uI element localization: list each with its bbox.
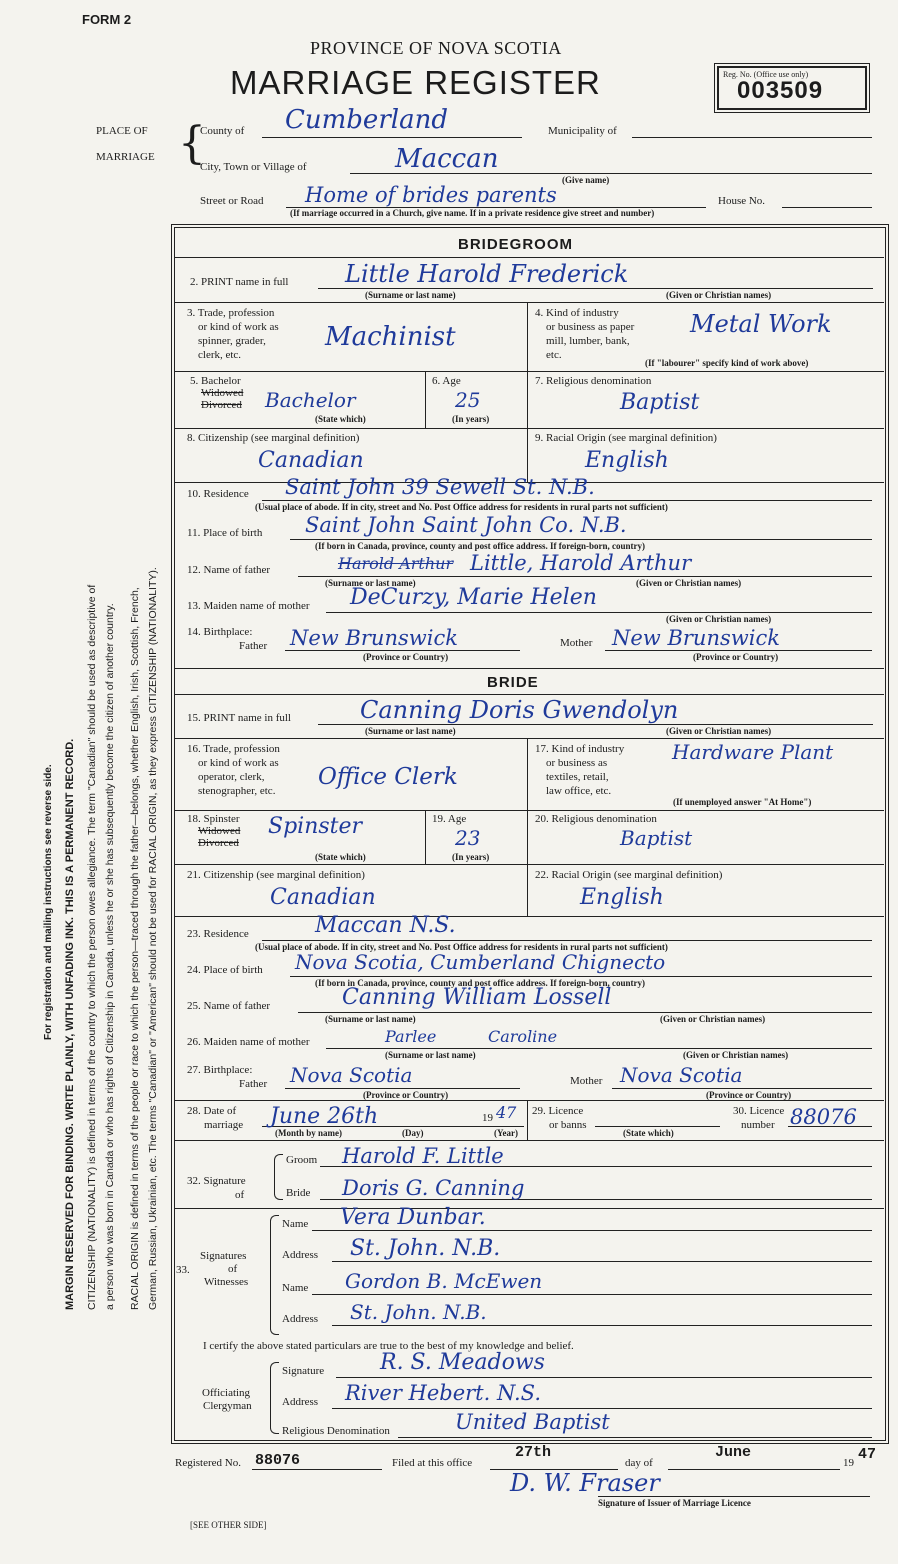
sig-bracket (274, 1154, 283, 1200)
birth-hint: (If born in Canada, province, county and post office address. If foreign-born, country) (315, 541, 646, 551)
bride-birth-hint: (If born in Canada, province, county and post office address. If foreign-born, country) (315, 978, 646, 988)
form-number: FORM 2 (82, 12, 132, 27)
w1-name-label: Name (282, 1218, 309, 1230)
witness-2-address: St. John. N.B. (350, 1300, 487, 1324)
groom-status: Bachelor (265, 388, 356, 412)
witness-2-name: Gordon B. McEwen (345, 1269, 543, 1293)
bride-birthplace: Nova Scotia, Cumberland Chignecto (295, 950, 666, 974)
margin-line-4: a person who was born in Canada or who has rights of Citizenship in Canada, unless he or she has subsequently become the citizen of another country. (104, 603, 116, 1310)
registered-no: 88076 (255, 1452, 301, 1469)
bride-trade: Office Clerk (318, 764, 458, 790)
licence-state-hint: (State which) (623, 1128, 674, 1138)
w2-name-label: Name (282, 1282, 309, 1294)
margin-line-1: For registration and mailing instructions see reverse side. (43, 764, 54, 1040)
f22-label: 22. Racial Origin (see marginal definition) (535, 869, 723, 881)
bride-surname-hint: (Surname or last name) (365, 726, 456, 736)
registered-label: Registered No. (175, 1457, 241, 1469)
clergy-denomination: United Baptist (455, 1410, 610, 1434)
f25-label: 25. Name of father (187, 1000, 271, 1012)
issuer-label: Signature of Issuer of Marriage Licence (598, 1498, 751, 1508)
bride-citizenship: Canadian (270, 885, 376, 910)
groom-given-hint: (Given or Christian names) (666, 290, 772, 300)
province-title: PROVINCE OF NOVA SCOTIA (310, 38, 562, 58)
municipality-label: Municipality of (548, 125, 617, 137)
groom-birthplace: Saint John Saint John Co. N.B. (305, 513, 627, 537)
clergy-address: River Hebert. N.S. (345, 1381, 541, 1405)
day-of-label: day of (625, 1457, 653, 1469)
f26-label: 26. Maiden name of mother (187, 1036, 310, 1048)
mother-province-hint: (Province or Country) (693, 652, 779, 662)
bride-sig-label: Bride (286, 1187, 311, 1199)
f3-label: 3. Trade, profession or kind of work as spinner, grader, clerk, etc. (187, 307, 279, 361)
f15-label: 15. PRINT name in full (187, 712, 291, 724)
groom-father: Little, Harold Arthur (470, 551, 692, 575)
f10-label: 10. Residence (187, 488, 249, 500)
clergy-bracket (270, 1362, 279, 1434)
f30-label: 30. Licence number (733, 1105, 785, 1131)
groom-residence: Saint John 39 Sewell St. N.B. (285, 475, 595, 499)
bride-state-hint: (State which) (315, 852, 366, 862)
f8-label: 8. Citizenship (see marginal definition) (187, 432, 360, 444)
place-label-2: MARRIAGE (96, 151, 155, 163)
margin-line-2: MARGIN RESERVED FOR BINDING. WRITE PLAINLY, WITH UNFADING INK. THIS IS A PERMANENT RECORD. (64, 738, 76, 1310)
groom-industry: Metal Work (690, 310, 832, 338)
place-brace: { (178, 118, 206, 169)
street-label: Street or Road (200, 195, 264, 207)
w2-address-label: Address (282, 1313, 319, 1325)
bride-mother-province-hint: (Province or Country) (706, 1090, 792, 1100)
father-province-hint: (Province or Country) (363, 652, 449, 662)
labourer-hint: (If "labourer" specify kind of work above) (645, 358, 809, 368)
bride-name: Canning Doris Gwendolyn (360, 696, 679, 724)
month-hint: (Month by name) (275, 1128, 342, 1138)
bride-mother-given-hint: (Given or Christian names) (683, 1050, 789, 1060)
f29-label: 29. Licence or banns (532, 1105, 587, 1131)
f16-label: 16. Trade, profession or kind of work as operator, clerk, stenographer, etc. (187, 743, 280, 797)
reg-no-box (717, 66, 867, 110)
bride-mother-bp: Nova Scotia (620, 1063, 743, 1087)
bride-years-hint: (In years) (452, 852, 490, 862)
bride-father-surname-hint: (Surname or last name) (325, 1014, 416, 1024)
bride-residence-hint: (Usual place of abode. If in city, street and No. Post Office address for residents in rural parts not sufficient) (255, 942, 668, 952)
reg-no: 003509 (737, 77, 824, 104)
marriage-year-print: 19 (482, 1112, 493, 1124)
reg-no-label: Reg. No. (Office use only) (723, 70, 809, 79)
f17-label: 17. Kind of industry or business as textiles, retail, law office, etc. (535, 743, 625, 797)
issuer-signature: D. W. Fraser (510, 1469, 660, 1497)
bride-mother-given: Caroline (488, 1027, 558, 1046)
f27-label: 27. Birthplace: Father (187, 1064, 268, 1090)
f23-label: 23. Residence (187, 928, 249, 940)
f4-label: 4. Kind of industry or business as paper mill, lumber, bank, etc. (535, 307, 635, 361)
groom-mother-bp: New Brunswick (612, 626, 780, 650)
clergy-address-label: Address (282, 1396, 319, 1408)
year-hint: (Year) (494, 1128, 518, 1138)
filed-month: June (715, 1444, 752, 1461)
groom-signature: Harold F. Little (342, 1144, 504, 1168)
city-label: City, Town or Village of (200, 161, 307, 173)
see-other-side: [SEE OTHER SIDE] (190, 1520, 267, 1530)
street-value: Home of brides parents (305, 183, 557, 207)
place-note: (If marriage occurred in a Church, give name. If in a private residence give street and number) (290, 208, 655, 218)
residence-hint: (Usual place of abode. If in city, street and No. Post Office address for residents in rural parts not sufficient) (255, 502, 668, 512)
f19-label: 19. Age (432, 813, 467, 825)
bride-mother-surname-hint: (Surname or last name) (385, 1050, 476, 1060)
f21-label: 21. Citizenship (see marginal definition) (187, 869, 365, 881)
bride-origin: English (580, 885, 664, 910)
f28-label: 28. Date of marriage (187, 1105, 244, 1131)
bride-mother-bp-label: Mother (570, 1075, 603, 1087)
marriage-date: June 26th (270, 1104, 379, 1129)
filed-year-print: 19 (843, 1457, 854, 1469)
bride-age: 23 (455, 826, 481, 850)
f6-label: 6. Age (432, 375, 461, 387)
filed-day: 27th (515, 1444, 552, 1461)
county-value: Cumberland (285, 105, 448, 135)
bride-residence: Maccan N.S. (315, 913, 456, 938)
f32-label: 32. Signature of (187, 1175, 246, 1201)
day-hint: (Day) (402, 1128, 424, 1138)
clergy-signature: R. S. Meadows (380, 1350, 545, 1375)
licence-number: 88076 (790, 1105, 857, 1129)
f18-label: 18. Spinster Widowed Divorced (187, 813, 241, 849)
bridegroom-heading: BRIDEGROOM (458, 236, 573, 253)
groom-father-struck: Harold Arthur (338, 554, 454, 573)
f2-label: 2. PRINT name in full (190, 276, 289, 288)
father-given-hint: (Given or Christian names) (636, 578, 742, 588)
f11-label: 11. Place of birth (187, 527, 263, 539)
f12-label: 12. Name of father (187, 564, 271, 576)
county-label: County of (200, 125, 245, 137)
father-surname-hint: (Surname or last name) (325, 578, 416, 588)
bride-signature: Doris G. Canning (342, 1176, 525, 1200)
marriage-year: 47 (496, 1103, 517, 1122)
certify-text: I certify the above stated particulars are true to the best of my knowledge and belief. (203, 1340, 574, 1352)
f33-number: 33. (176, 1264, 190, 1276)
witness-1-address: St. John. N.B. (350, 1236, 501, 1261)
groom-trade: Machinist (325, 322, 456, 352)
groom-state-hint: (State which) (315, 414, 366, 424)
witness-1-name: Vera Dunbar. (340, 1205, 486, 1230)
f5-label: 5. Bachelor Widowed Divorced (190, 375, 244, 411)
bride-religion: Baptist (620, 826, 693, 850)
denomination-label: Religious Denomination (282, 1425, 390, 1437)
mother-given-hint: (Given or Christian names) (666, 614, 772, 624)
clergy-sig-label: Signature (282, 1365, 325, 1377)
bride-industry: Hardware Plant (672, 740, 834, 764)
house-label: House No. (718, 195, 766, 207)
groom-surname-hint: (Surname or last name) (365, 290, 456, 300)
f13-label: 13. Maiden name of mother (187, 600, 310, 612)
unemployed-hint: (If unemployed answer "At Home") (673, 797, 812, 807)
groom-mother-bp-label: Mother (560, 637, 593, 649)
bride-given-hint: (Given or Christian names) (666, 726, 772, 736)
groom-years-hint: (In years) (452, 414, 490, 424)
groom-father-bp: New Brunswick (290, 626, 458, 650)
groom-origin: English (585, 448, 669, 473)
filed-year: 47 (858, 1446, 877, 1463)
groom-sig-label: Groom (286, 1154, 318, 1166)
f24-label: 24. Place of birth (187, 964, 263, 976)
officiating-label: Officiating Clergyman (202, 1387, 252, 1412)
filed-label: Filed at this office (392, 1457, 473, 1469)
margin-line-6: German, Russian, Ukrainian, etc. The terms "Canadian" or "American" should not be used for RACIAL ORIGIN, as they express CITIZENSHIP (NATIONALITY). (147, 567, 159, 1310)
register-title: MARRIAGE REGISTER (230, 64, 601, 101)
f14-label: 14. Birthplace: Father (187, 626, 268, 652)
f20-label: 20. Religious denomination (535, 813, 657, 825)
city-value: Maccan (395, 144, 499, 174)
witness-bracket (270, 1215, 279, 1335)
f7-label: 7. Religious denomination (535, 375, 652, 387)
f9-label: 9. Racial Origin (see marginal definition) (535, 432, 717, 444)
groom-religion: Baptist (620, 390, 700, 415)
groom-citizenship: Canadian (258, 448, 364, 473)
bride-mother-surname: Parlee (385, 1027, 437, 1046)
margin-line-5: RACIAL ORIGIN is defined in terms of the people or race to which the person—traced through the father—belongs, whether English, Irish, Scottish, French, (129, 587, 141, 1310)
bride-father-given-hint: (Given or Christian names) (660, 1014, 766, 1024)
place-label-1: PLACE OF (96, 125, 148, 137)
bride-father-province-hint: (Province or Country) (363, 1090, 449, 1100)
groom-mother: DeCurzy, Marie Helen (350, 585, 597, 610)
bride-heading: BRIDE (487, 674, 539, 691)
groom-age: 25 (455, 388, 481, 412)
w1-address-label: Address (282, 1249, 319, 1261)
give-name-hint: (Give name) (562, 175, 610, 185)
groom-name: Little Harold Frederick (345, 260, 629, 288)
bride-father: Canning William Lossell (342, 985, 612, 1010)
f33-label: Signatures of Witnesses (200, 1250, 249, 1288)
bride-status: Spinster (268, 814, 363, 839)
margin-line-3: CITIZENSHIP (NATIONALITY) is defined in terms of the country to which the person owes allegiance. The term "Canadian" should be used as descriptive of (86, 584, 98, 1310)
bride-father-bp: Nova Scotia (290, 1063, 413, 1087)
